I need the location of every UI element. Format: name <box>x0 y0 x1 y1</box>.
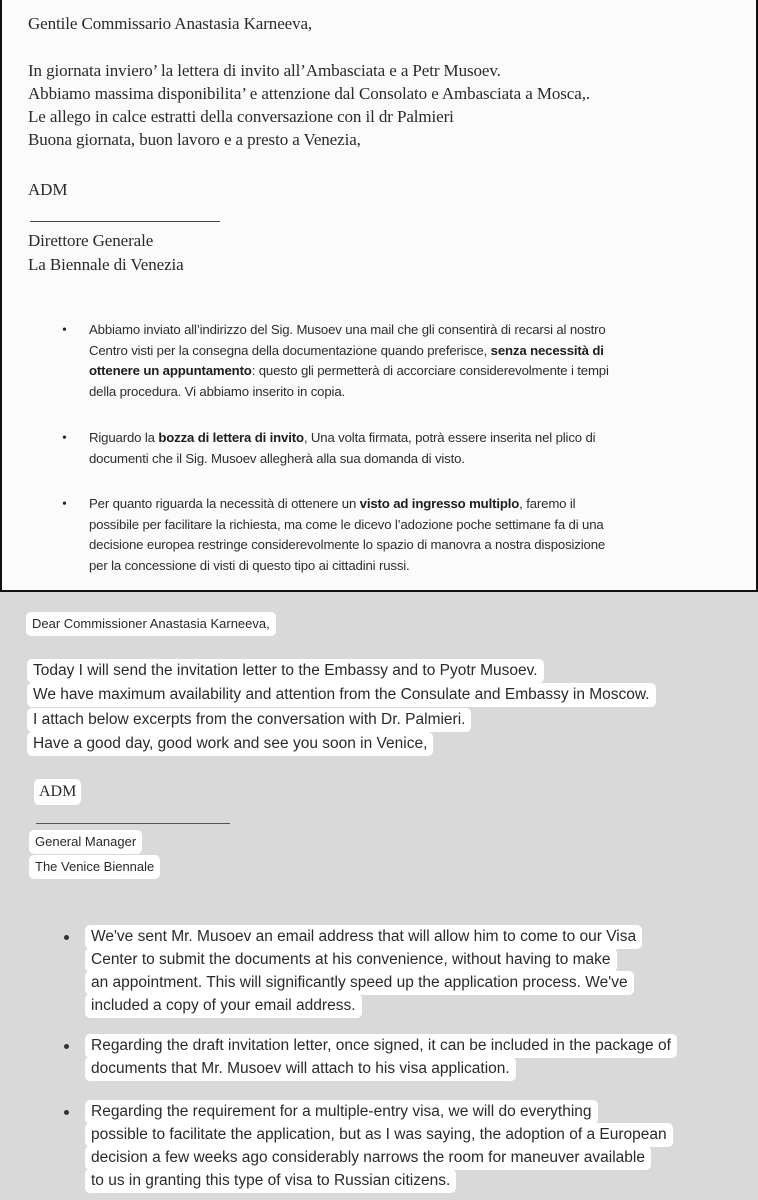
english-bullet-line: We've sent Mr. Musoev an email address that will allow him to come to our Visa <box>85 925 642 949</box>
bullet-icon: • <box>62 497 67 512</box>
english-bullet-line: Regarding the draft invitation letter, once signed, it can be included in the package of <box>85 1034 677 1058</box>
english-bullet-line: Regarding the requirement for a multiple-entry visa, we will do everything <box>85 1100 598 1124</box>
english-body-line: We have maximum availability and attention from the Consulate and Embassy in Moscow. <box>27 683 656 707</box>
italian-greeting: Gentile Commissario Anastasia Karneeva, <box>28 14 313 33</box>
english-bullet-line: documents that Mr. Musoev will attach to his visa application. <box>85 1057 516 1081</box>
english-bullet-line: decision a few weeks ago considerably narrows the room for maneuver available <box>85 1146 651 1170</box>
english-bullet-line: to us in granting this type of visa to Russian citizens. <box>85 1169 456 1193</box>
english-greeting: Dear Commissioner Anastasia Karneeva, <box>26 612 276 636</box>
italian-title-line: La Biennale di Venezia <box>28 255 184 274</box>
italian-bullet-paragraph <box>89 320 739 402</box>
english-body-line: Have a good day, good work and see you soon in Venice, <box>27 732 433 756</box>
bullet-icon: • <box>62 323 67 338</box>
italian-bullet-line: decisione europea restringe considerevolmente lo spazio di manovra a nostra disposizione <box>89 537 606 552</box>
english-bullet-line: an appointment. This will significantly speed up the application process. We've <box>85 971 634 995</box>
italian-bullet-paragraph <box>89 428 739 469</box>
signature-line <box>36 823 230 824</box>
signature-line <box>30 221 220 222</box>
italian-body-line: Buona giornata, buon lavoro e a presto a Venezia, <box>28 130 361 149</box>
english-bullet-line: included a copy of your email address. <box>85 994 362 1018</box>
italian-signature: ADM <box>28 180 68 199</box>
english-title-line: General Manager <box>29 830 142 854</box>
bullet-icon <box>64 1044 69 1049</box>
bullet-icon <box>64 935 69 940</box>
english-signature: ADM <box>34 779 81 805</box>
italian-title-line: Direttore Generale <box>28 231 154 250</box>
english-body-line: Today I will send the invitation letter to the Embassy and to Pyotr Musoev. <box>27 659 544 683</box>
bullet-icon <box>64 1110 69 1115</box>
italian-bullet-paragraph <box>89 494 739 576</box>
english-bullet-line: Center to submit the documents at his convenience, without having to make <box>85 948 617 972</box>
english-body-line: I attach below excerpts from the conversation with Dr. Palmieri. <box>27 708 471 732</box>
bullet-icon: • <box>62 431 67 446</box>
italian-bullet-line: ottenere un appuntamento: questo gli permetterà di accorciare considerevolmente i tempi <box>89 363 609 378</box>
italian-body-line: In giornata inviero’ la lettera di invito all’Ambasciata e a Petr Musoev. <box>28 61 501 80</box>
italian-bullet-line: per la concessione di visti di questo tipo ai cittadini russi. <box>89 557 410 573</box>
english-bullet-line: possible to facilitate the application, but as I was saying, the adoption of a European <box>85 1123 673 1147</box>
italian-bullet-line: possibile per facilitare la richiesta, ma come le dicevo l’adozione poche settimane fa di una <box>89 516 604 532</box>
italian-letter-scan <box>0 0 758 592</box>
italian-bullet-line: della procedura. Vi abbiamo inserito in copia. <box>89 383 346 399</box>
italian-bullet-line: documenti che il Sig. Musoev allegherà alla sua domanda di visto. <box>89 450 465 466</box>
italian-body-line: Abbiamo massima disponibilita’ e attenzione dal Consolato e Ambasciata a Mosca,. <box>28 84 590 103</box>
italian-bullet-line: Riguardo la bozza di lettera di invito, Una volta firmata, potrà essere inserita nel plico di <box>89 430 596 445</box>
italian-bullet-line: Centro visti per la consegna della documentazione quando preferisce, senza necessità di <box>89 342 604 358</box>
italian-bullet-line: Per quanto riguarda la necessità di ottenere un visto ad ingresso multiplo, faremo il <box>89 496 576 511</box>
english-translation-overlay <box>0 592 758 1200</box>
italian-bullet-line: Abbiamo inviato all’indirizzo del Sig. Musoev una mail che gli consentirà di recarsi al nostro <box>89 322 606 337</box>
italian-body-line: Le allego in calce estratti della conversazione con il dr Palmieri <box>28 107 454 126</box>
english-title-line: The Venice Biennale <box>29 855 160 879</box>
